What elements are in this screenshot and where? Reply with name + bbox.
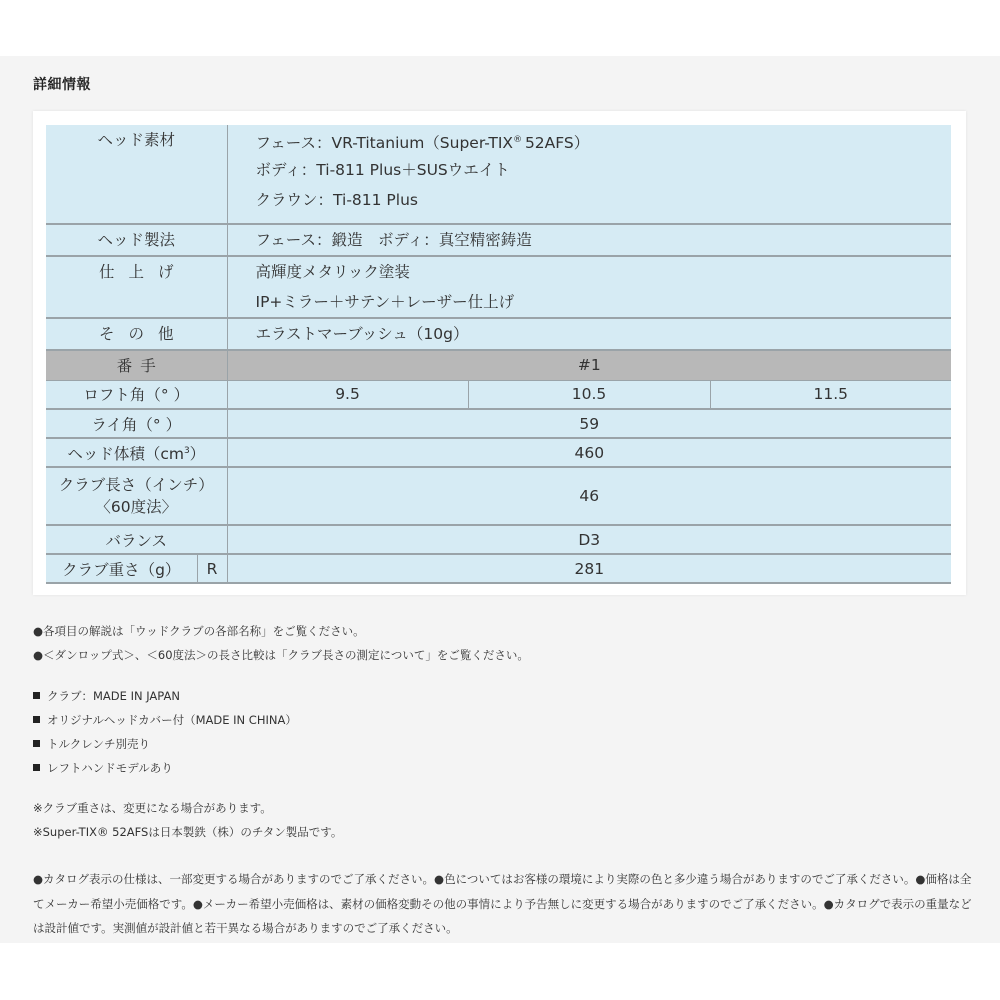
square-bullet-icon xyxy=(33,692,40,699)
head-method-label: ヘッド製法 xyxy=(46,224,227,256)
feature-item: オリジナルヘッドカバー付（MADE IN CHINA） xyxy=(33,708,297,732)
row-lie xyxy=(46,409,951,438)
other-label: その他 xyxy=(46,318,227,350)
length-value: 46 xyxy=(227,467,951,525)
head-material-value: フェース：VR-Titanium（Super-TIX® 52AFS） ボディ：Ti-811 Plus＋SUSウエイト クラウン：Ti-811 Plus xyxy=(227,125,951,224)
detail-section xyxy=(0,56,1000,943)
weight-value: 281 xyxy=(227,554,951,583)
square-bullet-icon xyxy=(33,740,40,747)
finish-label: 仕上げ xyxy=(46,256,227,318)
disclaimer xyxy=(33,867,973,941)
row-loft xyxy=(46,380,951,409)
remark-titanium: ※Super-TIX® 52AFSは日本製鉄（株）のチタン製品です。 xyxy=(33,825,343,839)
finish-value: 高輝度メタリック塗装 IP+ミラー＋サテン＋レーザー仕上げ xyxy=(227,256,951,318)
square-bullet-icon xyxy=(33,716,40,723)
note-parts-reference: ●各項目の解説は「ウッドクラブの各部名称」をご覧ください。 xyxy=(33,624,365,638)
disclaimer-text: ●カタログ表示の仕様は、一部変更する場合がありますのでご了承ください。●色についてはお客様の環境により実際の色と多少違う場合がありますのでご了承ください。●価格は全てメーカー希望小売価格です。●メーカー希望小売価格は、素材の価格変動その他の事情により予告無しに変更する場合がありますのでご了承ください。●カタログで表示の重量などは設計値です。実測値が設計値と若干異なる場合がありますのでご了承ください。 xyxy=(33,872,972,935)
lie-value: 59 xyxy=(227,409,951,438)
row-number-header xyxy=(46,350,951,380)
number-label: 番手 xyxy=(46,350,227,380)
row-volume xyxy=(46,438,951,467)
volume-value: 460 xyxy=(227,438,951,467)
weight-label: クラブ重さ（g） xyxy=(46,554,197,583)
balance-label: バランス xyxy=(46,525,227,554)
row-length xyxy=(46,467,951,525)
loft-label: ロフト角（° ） xyxy=(46,380,227,409)
section-title: 詳細情報 xyxy=(33,77,91,93)
spec-card xyxy=(33,111,966,595)
row-head-material xyxy=(46,125,951,224)
head-method-value: フェース：鍛造 ボディ：真空精密鋳造 xyxy=(227,224,951,256)
note-length-reference: ●＜ダンロップ式＞、＜60度法＞の長さ比較は「クラブ長さの測定について」をご覧ください。 xyxy=(33,648,529,662)
feature-item: トルクレンチ別売り xyxy=(33,732,297,756)
row-weight xyxy=(46,554,951,583)
row-other xyxy=(46,318,951,350)
reference-notes xyxy=(33,619,529,667)
lie-label: ライ角（° ） xyxy=(46,409,227,438)
square-bullet-icon xyxy=(33,764,40,771)
volume-label: ヘッド体積$(cm^3)$ xyxy=(46,438,227,467)
loft-value-2: 10.5 xyxy=(468,380,710,409)
loft-value-3: 11.5 xyxy=(710,380,951,409)
feature-list xyxy=(33,684,297,780)
remark-weight: ※クラブ重さは、変更になる場合があります。 xyxy=(33,801,272,815)
row-head-method xyxy=(46,224,951,256)
balance-value: D3 xyxy=(227,525,951,554)
loft-value-1: 9.5 xyxy=(227,380,468,409)
row-balance xyxy=(46,525,951,554)
head-material-label: ヘッド素材 xyxy=(46,125,227,224)
feature-item: クラブ：MADE IN JAPAN xyxy=(33,684,297,708)
weight-flex: R xyxy=(197,554,227,583)
feature-item: レフトハンドモデルあり xyxy=(33,756,297,780)
other-value: エラストマーブッシュ（10g） xyxy=(227,318,951,350)
spec-table xyxy=(46,125,951,584)
length-label: クラブ長さ（インチ） 〈60度法〉 xyxy=(46,467,227,525)
number-value: #1 xyxy=(227,350,951,380)
row-finish xyxy=(46,256,951,318)
remarks xyxy=(33,796,342,844)
